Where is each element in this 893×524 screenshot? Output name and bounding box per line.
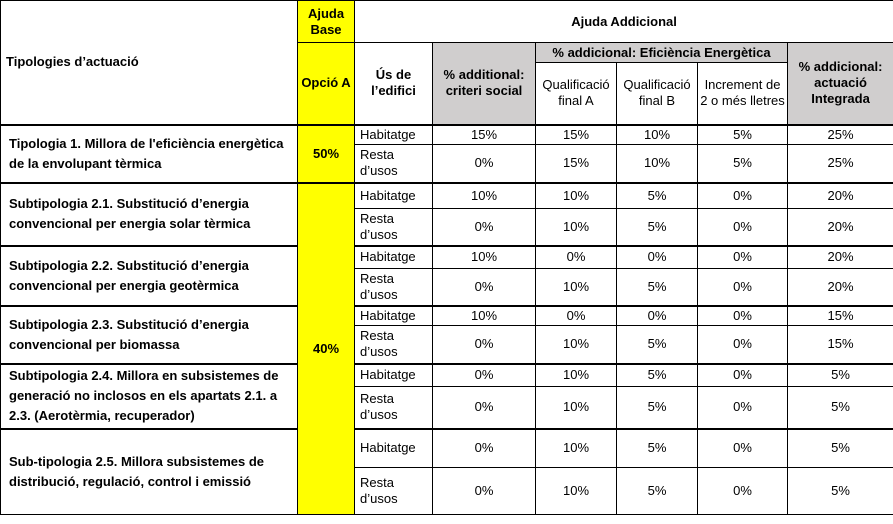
value-cell: 10% [617,145,698,183]
value-cell: 10% [433,246,536,269]
value-cell: 25% [788,125,893,145]
header-us-edifici: Ús de l’edifici [355,43,433,125]
value-cell: 0% [433,429,536,468]
value-cell: 5% [617,209,698,246]
use-label: Habitatge [355,183,433,209]
use-label: Resta d’usos [355,209,433,246]
table-row [1,306,893,326]
use-label: Habitatge [355,125,433,145]
value-cell: 0% [433,269,536,306]
header-actuacio-integrada: % addicional: actuació Integrada [788,43,893,125]
use-label: Resta d’usos [355,326,433,364]
value-cell: 0% [698,468,788,515]
use-label: Resta d’usos [355,145,433,183]
table-row [1,429,893,468]
value-cell: 10% [433,306,536,326]
value-cell: 10% [536,468,617,515]
tipologia-label: Subtipologia 2.4. Millora en subsistemes de generació no inclosos en els apartats 2.1. a 2.3. (Aerotèrmia, recuperador) [1,364,298,429]
value-cell: 25% [788,145,893,183]
value-cell: 15% [536,145,617,183]
value-cell: 0% [698,429,788,468]
header-qualificacio-a: Qualificació final A [536,63,617,125]
header-tipologies: Tipologies d’actuació [1,1,298,125]
value-cell: 5% [617,183,698,209]
value-cell: 15% [536,125,617,145]
value-cell: 0% [617,306,698,326]
use-label: Habitatge [355,246,433,269]
value-cell: 0% [698,269,788,306]
value-cell: 0% [433,468,536,515]
value-cell: 10% [617,125,698,145]
value-cell: 5% [617,429,698,468]
use-label: Resta d’usos [355,468,433,515]
value-cell: 20% [788,209,893,246]
header-ajuda-base: Ajuda Base [298,1,355,43]
value-cell: 5% [617,387,698,429]
value-cell: 0% [617,246,698,269]
use-label: Habitatge [355,306,433,326]
base-value-others: 40% [298,183,355,515]
value-cell: 5% [788,387,893,429]
header-increment: Increment de 2 o més lletres [698,63,788,125]
header-ajuda-addicional: Ajuda Addicional [355,1,893,43]
value-cell: 15% [788,306,893,326]
table-row [1,183,893,209]
header-eficiencia: % addicional: Eficiència Energètica [536,43,788,63]
value-cell: 5% [617,269,698,306]
use-label: Resta d’usos [355,387,433,429]
value-cell: 5% [617,326,698,364]
use-label: Habitatge [355,364,433,387]
use-label: Habitatge [355,429,433,468]
value-cell: 0% [698,387,788,429]
value-cell: 5% [617,364,698,387]
value-cell: 20% [788,246,893,269]
value-cell: 10% [536,364,617,387]
header-opcio-a: Opció A [298,43,355,125]
value-cell: 15% [788,326,893,364]
value-cell: 0% [536,306,617,326]
use-label: Resta d’usos [355,269,433,306]
table-row [1,125,893,145]
value-cell: 0% [698,246,788,269]
value-cell: 5% [788,429,893,468]
value-cell: 5% [698,125,788,145]
value-cell: 15% [433,125,536,145]
header-qualificacio-b: Qualificació final B [617,63,698,125]
value-cell: 20% [788,269,893,306]
value-cell: 0% [698,364,788,387]
value-cell: 5% [788,468,893,515]
value-cell: 0% [536,246,617,269]
tipologia-label: Subtipologia 2.1. Substitució d’energia convencional per energia solar tèrmica [1,183,298,246]
value-cell: 0% [433,209,536,246]
value-cell: 10% [536,326,617,364]
value-cell: 0% [433,145,536,183]
value-cell: 10% [536,183,617,209]
value-cell: 0% [698,183,788,209]
value-cell: 10% [536,429,617,468]
tipologia-label: Subtipologia 2.3. Substitució d’energia convencional per biomassa [1,306,298,364]
value-cell: 10% [536,269,617,306]
table-row [1,364,893,387]
value-cell: 5% [617,468,698,515]
value-cell: 10% [433,183,536,209]
tipologia-label: Tipologia 1. Millora de l'eficiència energètica de la envolupant tèrmica [1,125,298,183]
value-cell: 0% [433,364,536,387]
base-value-tipologia1: 50% [298,125,355,183]
value-cell: 5% [788,364,893,387]
value-cell: 0% [433,387,536,429]
value-cell: 5% [698,145,788,183]
table-row [1,246,893,269]
value-cell: 0% [433,326,536,364]
value-cell: 0% [698,209,788,246]
value-cell: 10% [536,209,617,246]
value-cell: 20% [788,183,893,209]
header-criteri-social: % additional: criteri social [433,43,536,125]
value-cell: 0% [698,326,788,364]
tipologia-label: Subtipologia 2.2. Substitució d’energia convencional per energia geotèrmica [1,246,298,306]
tipologia-label: Sub-tipologia 2.5. Millora subsistemes de distribució, regulació, control i emissió [1,429,298,515]
value-cell: 10% [536,387,617,429]
value-cell: 0% [698,306,788,326]
